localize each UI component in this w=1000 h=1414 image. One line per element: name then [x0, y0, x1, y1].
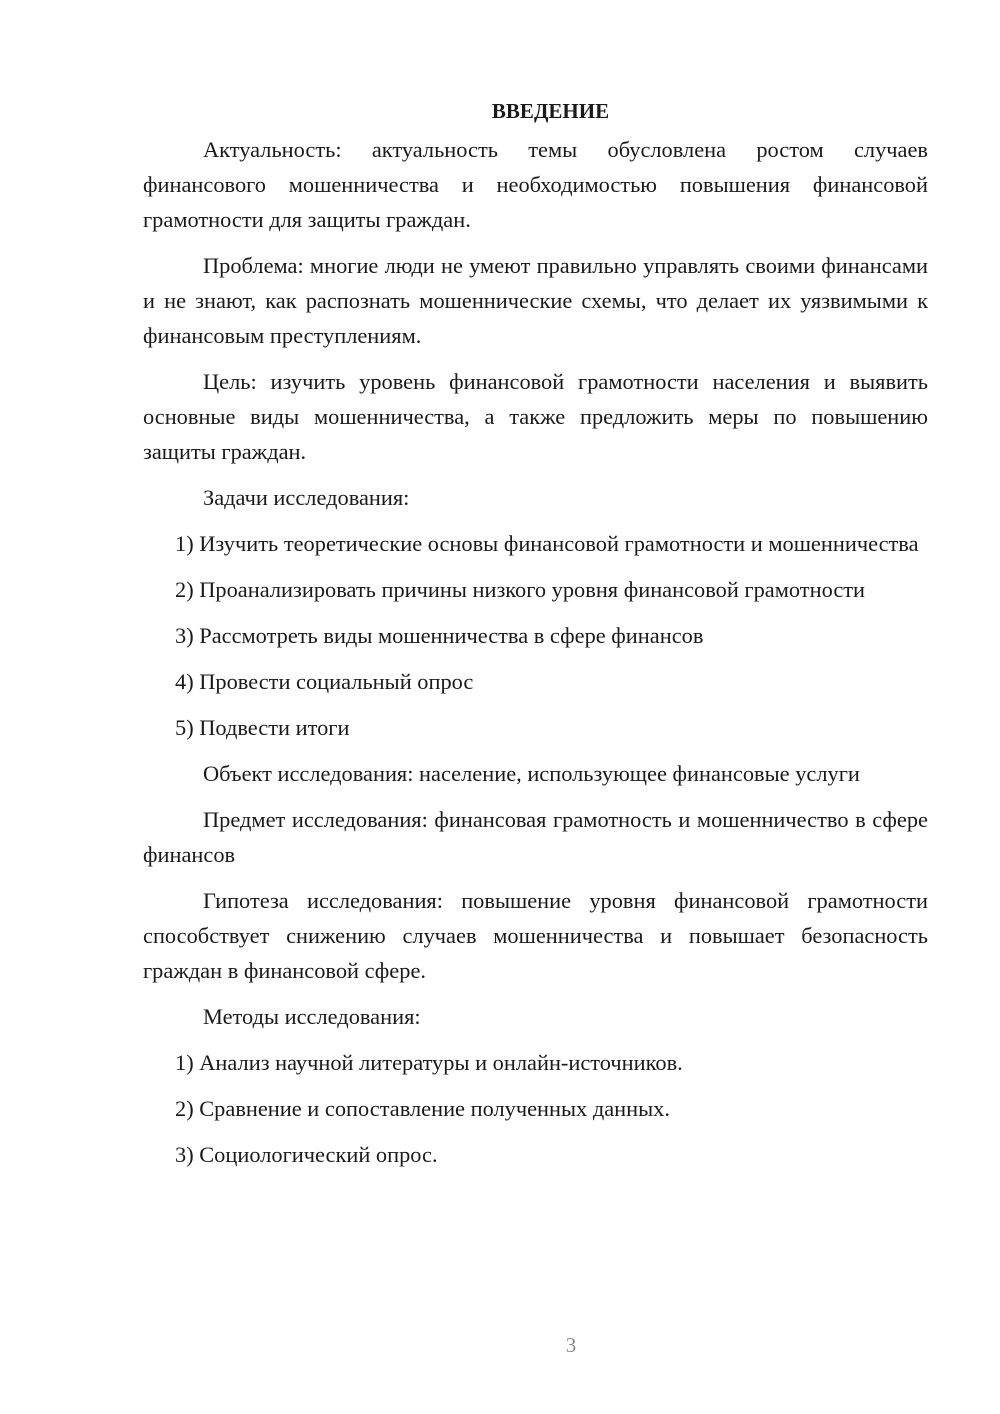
method-item-2: 2) Сравнение и сопоставление полученных данных. [175, 1096, 670, 1121]
task-item-3: 3) Рассмотреть виды мошенничества в сфере финансов [175, 623, 704, 648]
section-title: ВВЕДЕНИЕ [491, 99, 610, 123]
document-page [143, 94, 928, 1172]
method-item-3: 3) Социологический опрос. [175, 1142, 438, 1167]
problem-paragraph: Проблема: многие люди не умеют правильно управлять своими финансами и не знают, как распознать мошеннические схемы, что делает их уязвимыми к финансовым преступлениям. [143, 253, 928, 348]
hypothesis-paragraph: Гипотеза исследования: повышение уровня финансовой грамотности способствует снижению случаев мошенничества и повышает безопасность граждан в финансовой сфере. [143, 888, 928, 983]
task-item-5: 5) Подвести итоги [175, 715, 350, 740]
methods-heading: Методы исследования: [203, 1004, 421, 1029]
object-paragraph: Объект исследования: население, использующее финансовые услуги [203, 761, 860, 786]
relevance-paragraph: Актуальность: актуальность темы обусловлена ростом случаев финансового мошенничества и необходимостью повышения финансовой грамотности для защиты граждан. [143, 137, 928, 232]
subject-paragraph: Предмет исследования: финансовая грамотность и мошенничество в сфере финансов [143, 807, 928, 867]
task-item-1: 1) Изучить теоретические основы финансовой грамотности и мошенничества [175, 531, 919, 556]
page-number: 3 [565, 1333, 577, 1357]
task-item-2: 2) Проанализировать причины низкого уровня финансовой грамотности [175, 577, 866, 602]
method-item-1: 1) Анализ научной литературы и онлайн-источников. [175, 1050, 683, 1075]
goal-paragraph: Цель: изучить уровень финансовой грамотности населения и выявить основные виды мошенничества, а также предложить меры по повышению защиты граждан. [143, 369, 928, 464]
tasks-heading: Задачи исследования: [203, 485, 410, 510]
task-item-4: 4) Провести социальный опрос [175, 669, 474, 694]
